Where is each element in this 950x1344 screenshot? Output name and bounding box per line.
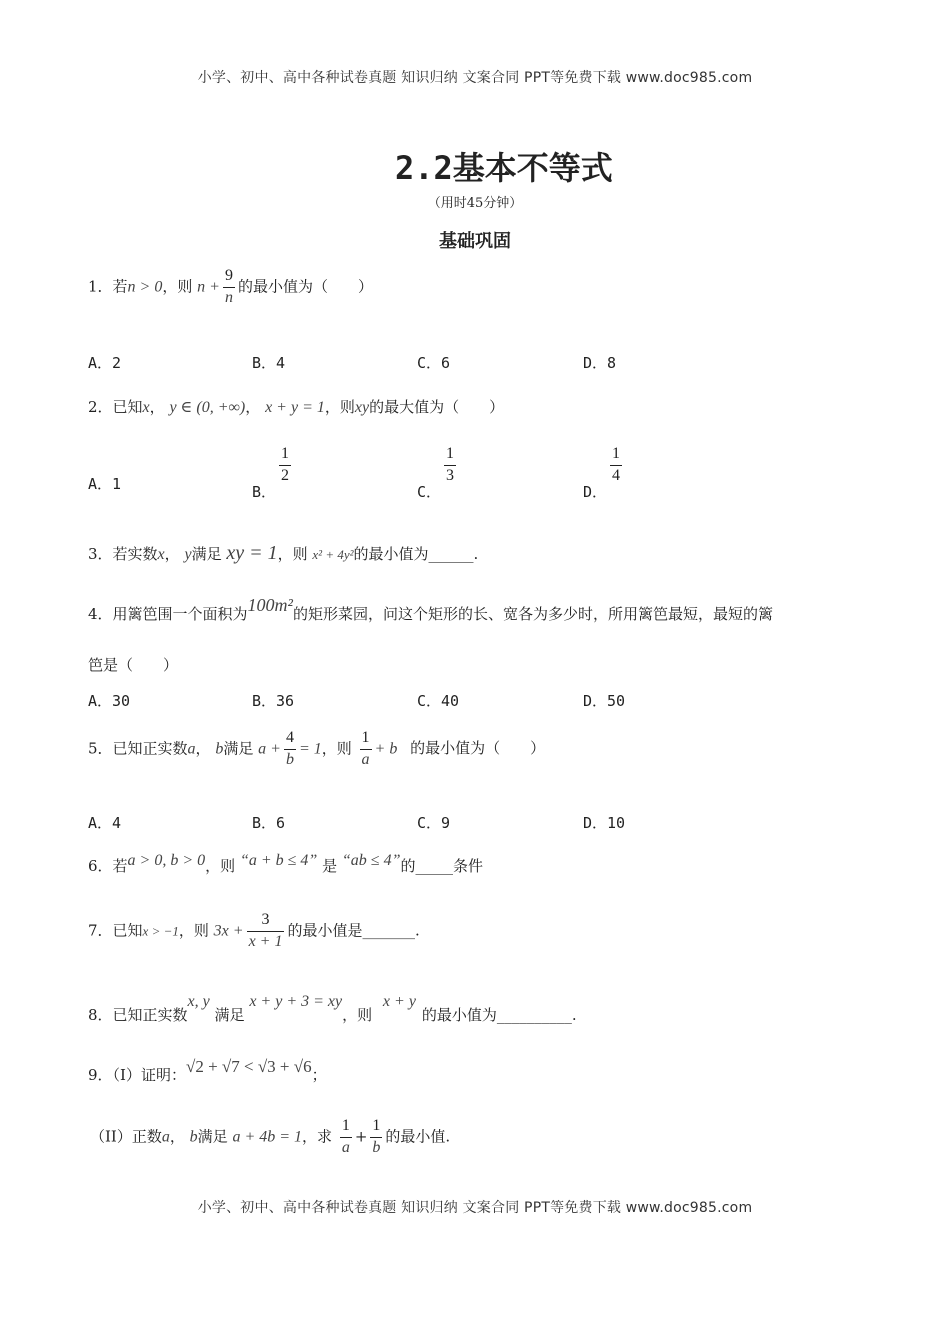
q2-option-c: C． $\frac{1}{3}$ (417, 445, 455, 501)
q6-statement-p: “a + b ≤ 4” (239, 852, 318, 869)
question-8: 8．已知正实数x, y 满足 x + y + 3 = xy，则 x + y的最小值为__________. (88, 993, 577, 1024)
question-9-part-2: （II）正数a， b满足 a + 4b = 1，求 $\frac{1}{a}$ + $\frac{1}{b}$ 的最小值. (90, 1117, 451, 1156)
q1-expr-pre: n + (197, 278, 220, 296)
q1-option-d: D．8 (583, 354, 617, 372)
q4-option-c: C．40 (417, 692, 460, 710)
q8-condition: x + y + 3 = xy (249, 993, 343, 1010)
q2-condition: x + y = 1 (265, 399, 325, 416)
q1-option-a: A．2 (88, 354, 122, 372)
title-number: 2.2 (395, 149, 453, 187)
question-2: 2．已知x， y ∈ (0, +∞)， x + y = 1，则xy的最大值为（ ） (88, 398, 505, 416)
q3-condition: xy = 1 (226, 542, 278, 564)
question-5: 5．已知正实数a， b满足 a + $\frac{4}{b}$ = 1，则 $\frac{1}{a}$ + b 的最小值为（ ） (88, 729, 546, 768)
page-title (395, 143, 613, 189)
q2-option-b: B． $\frac{1}{2}$ (252, 445, 290, 501)
question-4-cont: 笆是（ ） (88, 656, 179, 674)
q4-option-d: D．50 (583, 692, 626, 710)
question-9: 9．（I）证明：√2 + √7 < √3 + √6； (88, 1057, 327, 1084)
q3-expression: x² + 4y² (312, 547, 354, 562)
q7-fraction: $\frac{3}{x + 1}$ (248, 911, 283, 950)
q9-inequality: √2 + √7 < √3 + √6 (185, 1057, 312, 1076)
question-3: 3．若实数x， y满足 xy = 1，则 x² + 4y²的最小值为______. (88, 542, 479, 564)
q6-condition: a > 0, b > 0 (127, 852, 206, 869)
question-7: 7．已知x > −1，则 3x + $\frac{3}{x + 1}$ 的最小值是_______. (88, 911, 420, 950)
q5-option-d: D．10 (583, 814, 626, 832)
q1-option-c: C．6 (417, 354, 451, 372)
footer-banner: 小学、初中、高中各种试卷真题 知识归纳 文案合同 PPT等免费下载 www.doc985.com (197, 1200, 753, 1216)
q5-option-c: C．9 (417, 814, 451, 832)
q4-area: 100m² (247, 595, 293, 615)
q5-option-a: A．4 (88, 814, 122, 832)
q2-option-a: A．1 (88, 475, 122, 493)
q4-option-b: B．36 (252, 692, 295, 710)
q2-domain: y ∈ (0, +∞) (169, 399, 246, 416)
q1-option-b: B．4 (252, 354, 286, 372)
question-1: 1．若n > 0，则 n + $\frac{9}{n}$ 的最小值为（ ） (88, 267, 373, 306)
q4-option-a: A．30 (88, 692, 131, 710)
q5-expression-fraction: $\frac{1}{a}$ (361, 729, 370, 768)
q1-fraction: $\frac{9}{n}$ (224, 267, 233, 306)
time-note: （用时45分钟） (427, 196, 523, 211)
q2-option-d: D． $\frac{1}{4}$ (583, 445, 621, 501)
q9-condition: a + 4b = 1 (232, 1128, 303, 1146)
q5-option-b: B．6 (252, 814, 286, 832)
header-banner: 小学、初中、高中各种试卷真题 知识归纳 文案合同 PPT等免费下载 www.doc985.com (197, 70, 753, 86)
section-heading: 基础巩固 (439, 231, 511, 252)
q1-condition: n > 0 (127, 278, 163, 296)
q5-condition-fraction: $\frac{4}{b}$ (285, 729, 294, 768)
q8-expression: x + y (382, 993, 416, 1010)
title-text: 基本不等式 (452, 149, 613, 187)
question-6: 6．若a > 0, b > 0，则 “a + b ≤ 4” 是 “ab ≤ 4”的_____条件 (88, 852, 483, 875)
question-4: 4．用篱笆围一个面积为100m²的矩形菜园，问这个矩形的长、宽各为多少时，所用篱笆最短，最短的篱 (88, 595, 773, 623)
q6-statement-q: “ab ≤ 4” (341, 852, 401, 869)
